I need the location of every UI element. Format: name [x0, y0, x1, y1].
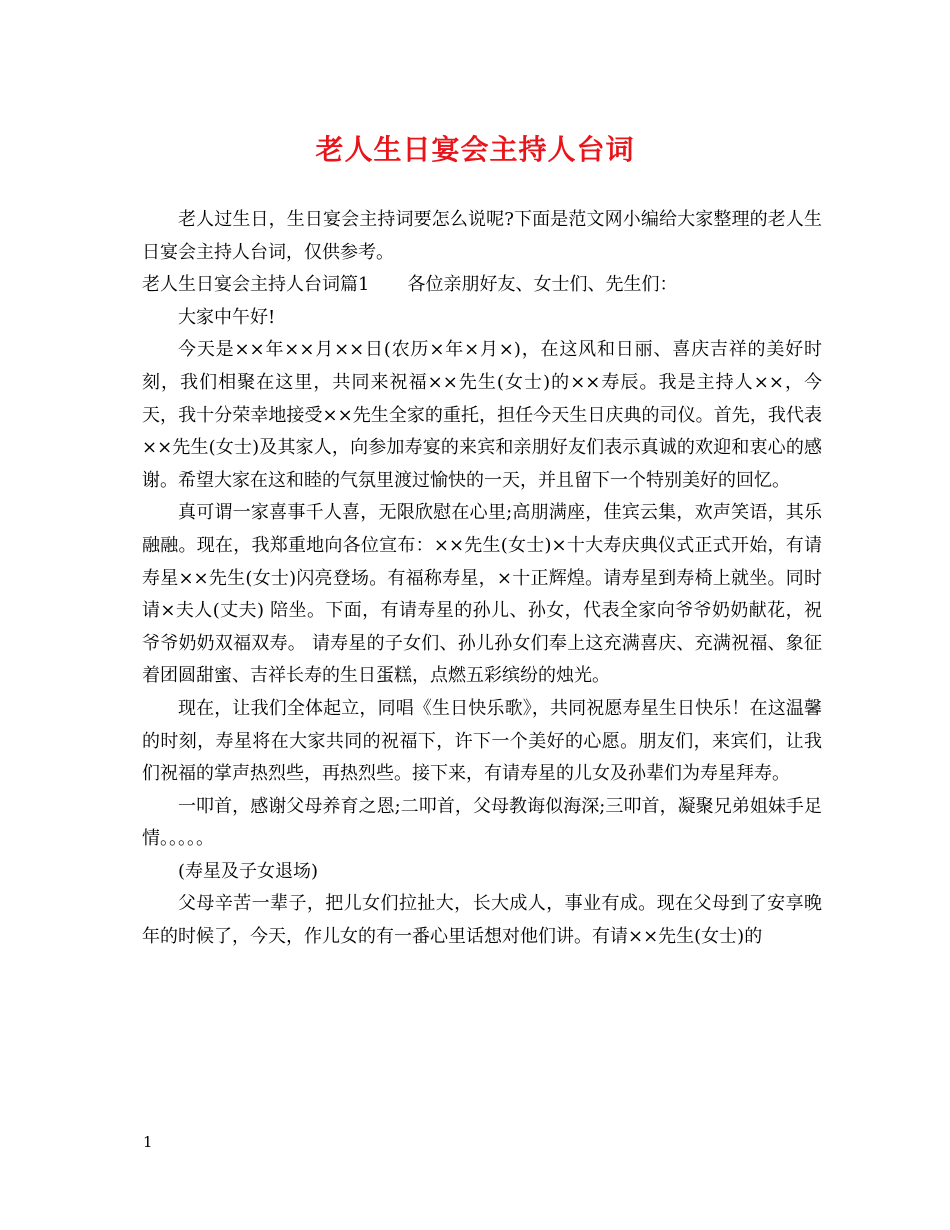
document-title: 老人生日宴会主持人台词 — [315, 133, 635, 166]
body-paragraph-kowtow: 一叩首，感谢父母养育之恩;二叩首，父母教诲似海深;三叩首，凝聚兄弟姐妹手足情。。。。。 — [142, 795, 822, 850]
section-heading-line — [142, 269, 822, 302]
section-heading: 老人生日宴会主持人台词篇1 — [142, 274, 370, 296]
body-paragraph-greeting: 大家中午好! — [178, 306, 276, 328]
body-paragraph-opening: 今天是××年××月××日(农历×年×月×)，在这风和日丽、喜庆吉祥的美好时刻，我们相聚在这里，共同来祝福××先生(女士)的××寿辰。我是主持人××，今天，我十分荣幸地接受××先生全家的重托，担任今天生日庆典的司仪。首先，我代表××先生(女士)及其家人，向参加寿宴的来宾和亲朋好友们表示真诚的欢迎和衷心的感谢。希望大家在这和睦的气氛里渡过愉快的一天，并且留下一个特别美好的回忆。 — [142, 339, 822, 491]
section-salutation: 各位亲朋好友、女士们、先生们： — [407, 274, 678, 296]
body-paragraph-song: 现在，让我们全体起立，同唱《生日快乐歌》，共同祝愿寿星生日快乐！在这温馨的时刻，寿星将在大家共同的祝福下，许下一个美好的心愿。朋友们，来宾们，让我们祝福的掌声热烈些，再热烈些。接下来，有请寿星的儿女及孙辈们为寿星拜寿。 — [142, 697, 822, 785]
page-number: 1 — [143, 1133, 153, 1151]
body-paragraph-ceremony: 真可谓一家喜事千人喜，无限欣慰在心里;高朋满座，佳宾云集，欢声笑语，其乐融融。现在，我郑重地向各位宣布：××先生(女士)×十大寿庆典仪式正式开始，有请寿星××先生(女士)闪亮登场。有福称寿星，×十正辉煌。请寿星到寿椅上就坐。同时请×夫人(丈夫) 陪坐。下面，有请寿星的孙儿、孙女，代表全家向爷爷奶奶献花，祝爷爷奶奶双福双寿。 请寿星的子女们、孙儿孙女们奉上这充满喜庆、充满祝福、象征着团圆甜蜜、吉祥长寿的生日蛋糕，点燃五彩缤纷的烛光。 — [142, 502, 822, 687]
body-paragraph-exit-note: (寿星及子女退场) — [178, 860, 319, 882]
document-body — [142, 204, 822, 954]
body-paragraph-children: 父母辛苦一辈子，把儿女们拉扯大，长大成人，事业有成。现在父母到了安享晚年的时候了，今天，作儿女的有一番心里话想对他们讲。有请××先生(女士)的 — [142, 893, 822, 948]
intro-paragraph: 老人过生日，生日宴会主持词要怎么说呢?下面是范文网小编给大家整理的老人生日宴会主持人台词，仅供参考。 — [142, 209, 822, 263]
